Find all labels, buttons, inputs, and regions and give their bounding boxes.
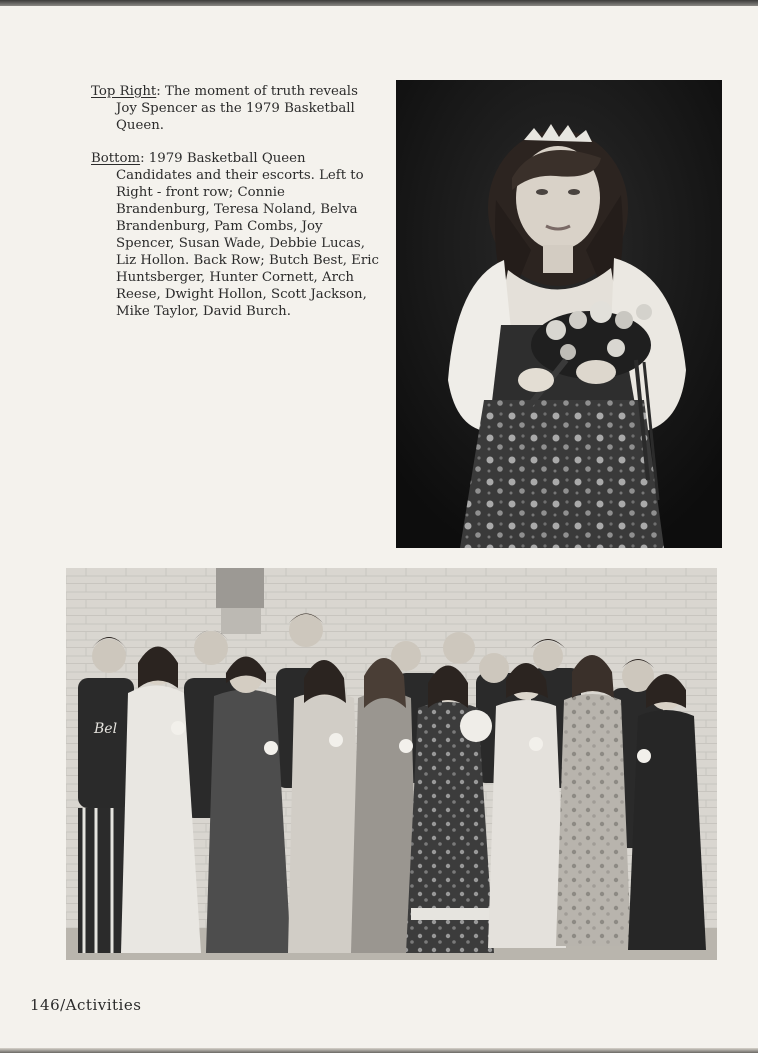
caption-top-right-text: : The moment of truth reveals Joy Spencer as the 1979 Basketball Queen. [116, 84, 358, 133]
photo-captions [91, 83, 381, 336]
page-folio: 146/Activities [30, 996, 142, 1014]
queen-photo-image [396, 80, 722, 548]
caption-bottom-lead: Bottom [91, 151, 141, 166]
queen-photo [396, 80, 722, 548]
caption-top-right-lead: Top Right [91, 84, 157, 99]
group-photo-image [66, 568, 717, 960]
caption-top-right [91, 83, 381, 134]
caption-bottom-text: : 1979 Basketball Queen Candidates and their escorts. Left to Right - front row; Connie Brandenburg, Teresa Noland, Belva Brandenburg, Pam Combs, Joy Spencer, Susan Wade, Debbie Lucas, Liz Hollon. Back Row; Butch Best, Eric Huntsberger, Hunter Cornett, Arch Reese, Dwight Hollon, Scott Jackson, Mike Taylor, David Burch. [116, 151, 379, 319]
svg-text:Bel: Bel [94, 721, 118, 737]
group-photo [66, 568, 717, 960]
caption-bottom [91, 150, 381, 320]
